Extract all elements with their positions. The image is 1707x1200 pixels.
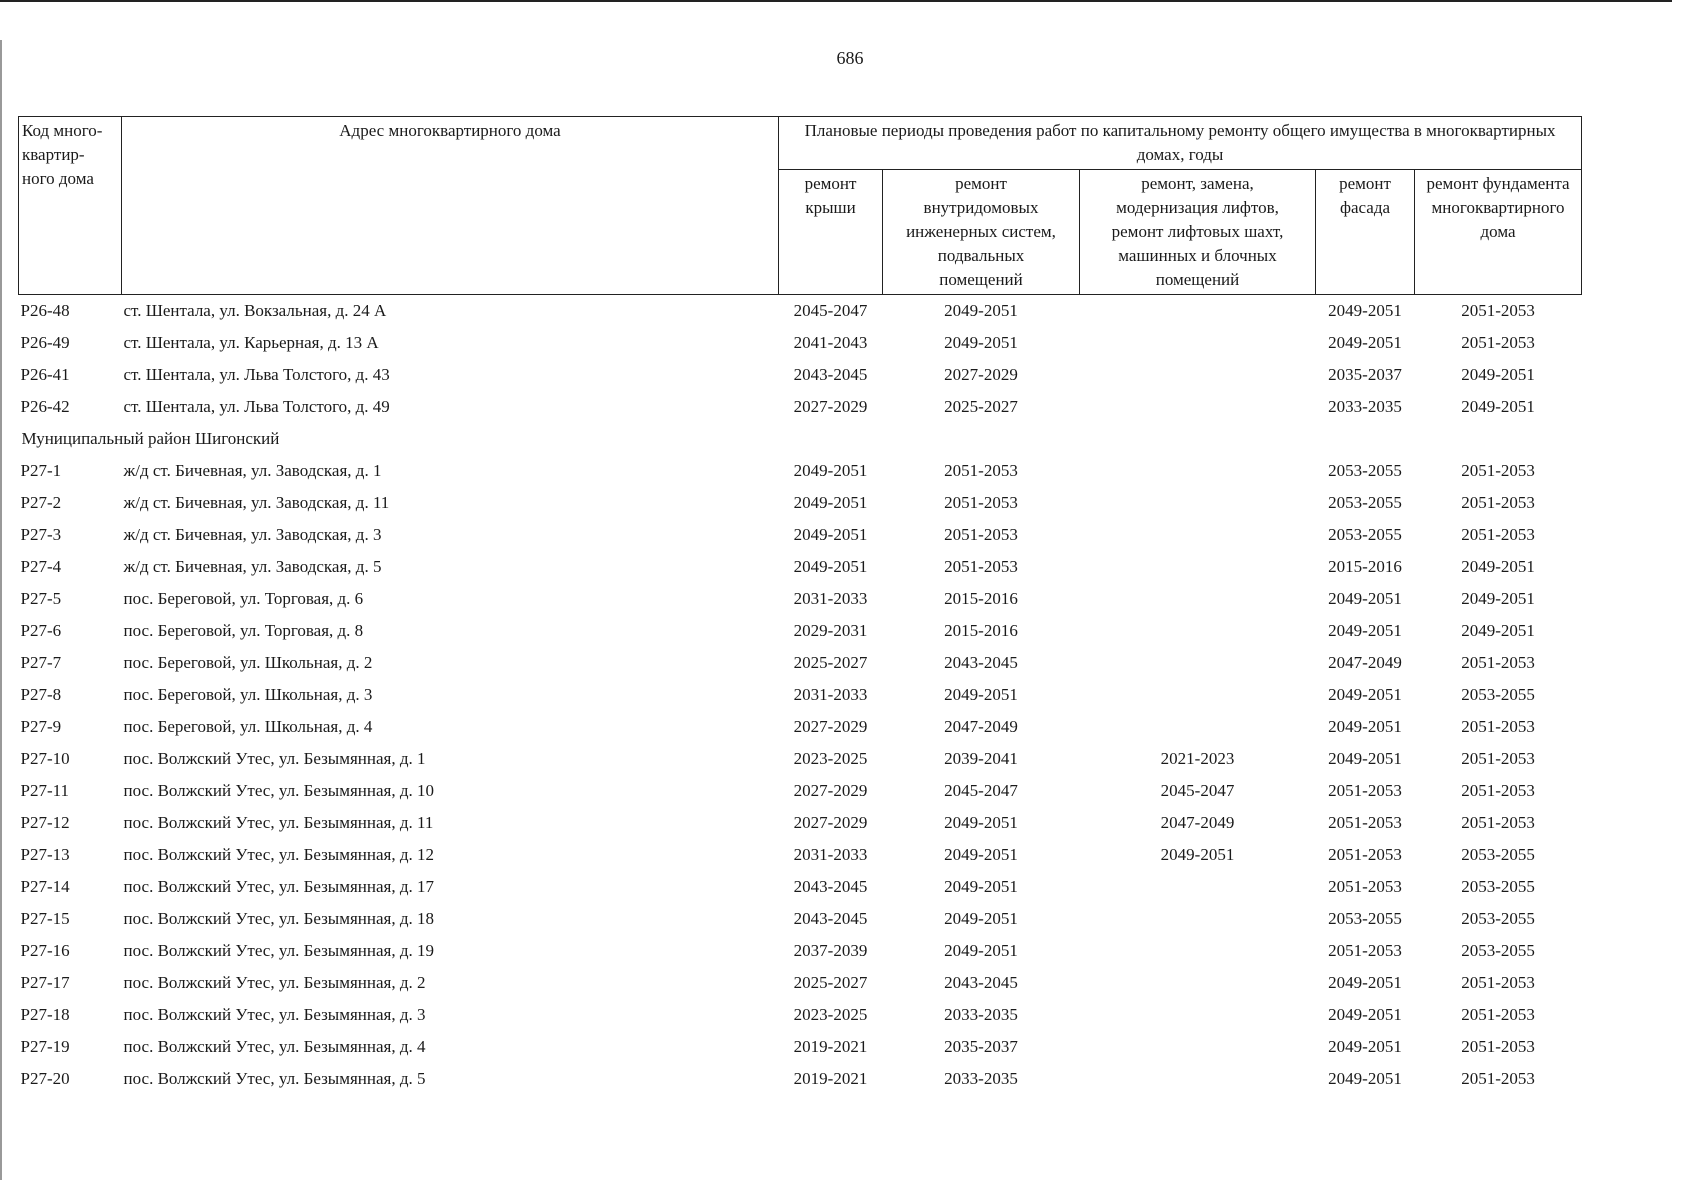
table-row [19,551,1582,583]
table-row [19,743,1582,775]
cell-systems: 2025-2027 [944,397,1018,416]
cell-facade: 2053-2055 [1328,493,1402,512]
cell-code: Р27-17 [20,973,70,992]
cell-facade: 2049-2051 [1328,1005,1402,1024]
cell-code: Р27-1 [20,461,62,480]
table-row [19,583,1582,615]
cell-code: Р27-9 [20,717,62,736]
table-row [19,391,1582,423]
cell-lifts [1080,327,1316,359]
cell-roof: 2049-2051 [793,461,868,480]
cell-systems: 2047-2049 [944,717,1018,736]
cell-address: ж/д ст. Бичевная, ул. Заводская, д. 11 [123,493,390,512]
cell-roof: 2031-2033 [793,589,868,608]
cell-address: ж/д ст. Бичевная, ул. Заводская, д. 3 [123,525,382,544]
cell-facade: 2035-2037 [1328,365,1402,384]
cell-lifts [1080,679,1316,711]
cell-address: ж/д ст. Бичевная, ул. Заводская, д. 1 [123,461,382,480]
header-lifts: ремонт, замена, модернизация лифтов, ремонт лифтовых шахт, машинных и блочных помещений [1080,170,1316,295]
cell-facade: 2051-2053 [1328,941,1402,960]
cell-code: Р26-49 [20,333,70,352]
table-row [19,487,1582,519]
cell-code: Р27-12 [20,813,70,832]
cell-facade: 2051-2053 [1328,781,1402,800]
cell-address: пос. Волжский Утес, ул. Безымянная, д. 3 [123,1005,426,1024]
cell-systems: 2015-2016 [944,589,1018,608]
cell-systems: 2049-2051 [944,813,1018,832]
cell-address: пос. Волжский Утес, ул. Безымянная, д. 18 [123,909,435,928]
cell-code: Р27-18 [20,1005,70,1024]
table-row [19,295,1582,328]
cell-lifts [1080,711,1316,743]
cell-systems: 2051-2053 [944,461,1018,480]
cell-address: пос. Волжский Утес, ул. Безымянная, д. 10 [123,781,435,800]
cell-foundation: 2049-2051 [1461,557,1535,576]
cell-address: пос. Волжский Утес, ул. Безымянная, д. 19 [123,941,435,960]
cell-facade: 2051-2053 [1328,813,1402,832]
cell-lifts [1080,615,1316,647]
cell-foundation: 2049-2051 [1461,621,1535,640]
cell-roof: 2037-2039 [793,941,868,960]
cell-facade: 2053-2055 [1328,525,1402,544]
cell-facade: 2049-2051 [1328,685,1402,704]
cell-systems: 2043-2045 [944,973,1018,992]
cell-systems: 2049-2051 [944,685,1018,704]
cell-code: Р27-10 [20,749,70,768]
cell-facade: 2049-2051 [1328,333,1402,352]
cell-foundation: 2051-2053 [1461,717,1535,736]
table-row [19,327,1582,359]
cell-foundation: 2053-2055 [1461,845,1535,864]
cell-facade: 2015-2016 [1328,557,1402,576]
cell-lifts [1080,967,1316,999]
cell-code: Р27-20 [20,1069,70,1088]
cell-code: Р27-15 [20,909,70,928]
cell-systems: 2045-2047 [944,781,1018,800]
cell-systems: 2051-2053 [944,525,1018,544]
cell-lifts [1080,1063,1316,1095]
cell-foundation: 2051-2053 [1461,1005,1535,1024]
cell-facade: 2049-2051 [1328,621,1402,640]
table-row [19,615,1582,647]
cell-roof: 2031-2033 [793,685,868,704]
cell-systems: 2049-2051 [944,877,1018,896]
cell-systems: 2033-2035 [944,1069,1018,1088]
table-row [19,871,1582,903]
cell-facade: 2051-2053 [1328,845,1402,864]
cell-foundation: 2051-2053 [1461,653,1535,672]
cell-foundation: 2051-2053 [1461,781,1535,800]
cell-systems: 2049-2051 [944,333,1018,352]
district-name: Муниципальный район Шигонский [21,429,280,448]
cell-lifts [1080,871,1316,903]
table-row [19,775,1582,807]
table-row [19,679,1582,711]
cell-foundation: 2051-2053 [1461,301,1535,320]
repair-schedule-table [18,116,1582,1095]
cell-systems: 2035-2037 [944,1037,1018,1056]
cell-address: ст. Шентала, ул. Льва Толстого, д. 43 [123,365,390,384]
cell-roof: 2029-2031 [793,621,868,640]
cell-lifts: 2045-2047 [1160,781,1235,800]
cell-address: пос. Волжский Утес, ул. Безымянная, д. 4 [123,1037,426,1056]
cell-roof: 2019-2021 [793,1037,868,1056]
cell-lifts [1080,903,1316,935]
table-row [19,1031,1582,1063]
cell-code: Р27-13 [20,845,70,864]
cell-roof: 2043-2045 [793,909,868,928]
table-row [19,999,1582,1031]
cell-facade: 2033-2035 [1328,397,1402,416]
cell-code: Р27-7 [20,653,62,672]
cell-roof: 2049-2051 [793,525,868,544]
table-row [19,967,1582,999]
table-row [19,519,1582,551]
cell-systems: 2051-2053 [944,557,1018,576]
cell-roof: 2045-2047 [793,301,868,320]
cell-systems: 2051-2053 [944,493,1018,512]
cell-facade: 2049-2051 [1328,1069,1402,1088]
table-row [19,839,1582,871]
cell-address: ст. Шентала, ул. Карьерная, д. 13 А [123,333,379,352]
cell-foundation: 2051-2053 [1461,525,1535,544]
cell-code: Р26-41 [20,365,70,384]
cell-systems: 2015-2016 [944,621,1018,640]
cell-code: Р27-11 [20,781,69,800]
cell-address: пос. Волжский Утес, ул. Безымянная, д. 11 [123,813,434,832]
cell-code: Р27-19 [20,1037,70,1056]
cell-foundation: 2051-2053 [1461,461,1535,480]
cell-facade: 2049-2051 [1328,301,1402,320]
cell-lifts [1080,295,1316,328]
cell-code: Р27-5 [20,589,62,608]
cell-code: Р27-14 [20,877,70,896]
cell-address: пос. Волжский Утес, ул. Безымянная, д. 17 [123,877,435,896]
cell-systems: 2049-2051 [944,941,1018,960]
cell-roof: 2027-2029 [793,813,868,832]
table-row [19,1063,1582,1095]
cell-code: Р27-2 [20,493,62,512]
cell-foundation: 2053-2055 [1461,877,1535,896]
table-body [19,295,1582,1096]
table-row [19,359,1582,391]
cell-foundation: 2049-2051 [1461,397,1535,416]
cell-systems: 2049-2051 [944,909,1018,928]
cell-address: пос. Береговой, ул. Школьная, д. 2 [123,653,373,672]
cell-foundation: 2051-2053 [1461,333,1535,352]
header-facade: ремонт фасада [1316,170,1415,295]
cell-roof: 2023-2025 [793,749,868,768]
cell-roof: 2019-2021 [793,1069,868,1088]
cell-lifts [1080,455,1316,487]
table-row [19,903,1582,935]
top-border-line [0,0,1672,2]
cell-facade: 2051-2053 [1328,877,1402,896]
cell-foundation: 2049-2051 [1461,589,1535,608]
cell-lifts: 2047-2049 [1160,813,1235,832]
cell-roof: 2031-2033 [793,845,868,864]
header-foundation: ремонт фундамента многоквартирного дома [1415,170,1582,295]
cell-facade: 2049-2051 [1328,1037,1402,1056]
cell-lifts [1080,551,1316,583]
cell-code: Р27-6 [20,621,62,640]
cell-systems: 2049-2051 [944,301,1018,320]
cell-systems: 2043-2045 [944,653,1018,672]
cell-address: пос. Береговой, ул. Школьная, д. 3 [123,685,373,704]
cell-address: пос. Волжский Утес, ул. Безымянная, д. 2 [123,973,426,992]
header-planned-periods: Плановые периоды проведения работ по капитальному ремонту общего имущества в многоквартирных домах, годы [779,117,1582,170]
table-row [19,807,1582,839]
table-row [19,647,1582,679]
cell-systems: 2027-2029 [944,365,1018,384]
cell-lifts [1080,1031,1316,1063]
cell-facade: 2049-2051 [1328,973,1402,992]
table-row [19,455,1582,487]
cell-lifts [1080,935,1316,967]
cell-address: ст. Шентала, ул. Вокзальная, д. 24 А [123,301,387,320]
cell-code: Р27-16 [20,941,70,960]
table-row [19,711,1582,743]
cell-code: Р27-8 [20,685,62,704]
cell-facade: 2047-2049 [1328,653,1402,672]
header-address: Адрес многоквартирного дома [122,117,779,295]
cell-foundation: 2051-2053 [1461,973,1535,992]
cell-foundation: 2053-2055 [1461,941,1535,960]
cell-facade: 2049-2051 [1328,749,1402,768]
cell-lifts [1080,647,1316,679]
cell-lifts [1080,391,1316,423]
cell-lifts [1080,487,1316,519]
page-number: 686 [836,48,864,68]
cell-address: пос. Волжский Утес, ул. Безымянная, д. 5 [123,1069,426,1088]
cell-roof: 2027-2029 [793,717,868,736]
table-row [19,935,1582,967]
cell-roof: 2025-2027 [793,653,868,672]
cell-foundation: 2051-2053 [1461,1069,1535,1088]
cell-foundation: 2049-2051 [1461,365,1535,384]
cell-lifts [1080,359,1316,391]
cell-code: Р27-4 [20,557,62,576]
cell-roof: 2023-2025 [793,1005,868,1024]
cell-roof: 2041-2043 [793,333,868,352]
cell-code: Р26-42 [20,397,70,416]
cell-address: пос. Волжский Утес, ул. Безымянная, д. 1 [123,749,426,768]
district-row [19,423,1582,455]
left-edge-line [0,40,2,1180]
cell-roof: 2043-2045 [793,877,868,896]
cell-systems: 2039-2041 [944,749,1018,768]
cell-lifts [1080,583,1316,615]
cell-roof: 2027-2029 [793,397,868,416]
cell-roof: 2049-2051 [793,493,868,512]
cell-address: пос. Береговой, ул. Торговая, д. 8 [123,621,364,640]
cell-foundation: 2053-2055 [1461,685,1535,704]
cell-code: Р27-3 [20,525,62,544]
cell-facade: 2053-2055 [1328,909,1402,928]
cell-lifts: 2049-2051 [1160,845,1235,864]
cell-roof: 2043-2045 [793,365,868,384]
cell-systems: 2049-2051 [944,845,1018,864]
cell-foundation: 2051-2053 [1461,493,1535,512]
cell-foundation: 2051-2053 [1461,813,1535,832]
cell-systems: 2033-2035 [944,1005,1018,1024]
cell-facade: 2049-2051 [1328,589,1402,608]
cell-roof: 2027-2029 [793,781,868,800]
cell-foundation: 2053-2055 [1461,909,1535,928]
cell-address: пос. Волжский Утес, ул. Безымянная, д. 12 [123,845,435,864]
cell-lifts: 2021-2023 [1160,749,1235,768]
cell-address: ст. Шентала, ул. Льва Толстого, д. 49 [123,397,390,416]
header-systems: ремонт внутридомовых инженерных систем, подвальных помещений [883,170,1080,295]
cell-foundation: 2051-2053 [1461,1037,1535,1056]
cell-code: Р26-48 [20,301,70,320]
cell-roof: 2025-2027 [793,973,868,992]
cell-lifts [1080,999,1316,1031]
cell-facade: 2049-2051 [1328,717,1402,736]
cell-lifts [1080,519,1316,551]
cell-foundation: 2051-2053 [1461,749,1535,768]
cell-address: пос. Береговой, ул. Школьная, д. 4 [123,717,373,736]
cell-facade: 2053-2055 [1328,461,1402,480]
header-roof: ремонт крыши [779,170,883,295]
header-code: Код много- квартир- ного дома [19,117,122,295]
cell-roof: 2049-2051 [793,557,868,576]
cell-address: пос. Береговой, ул. Торговая, д. 6 [123,589,364,608]
cell-address: ж/д ст. Бичевная, ул. Заводская, д. 5 [123,557,382,576]
